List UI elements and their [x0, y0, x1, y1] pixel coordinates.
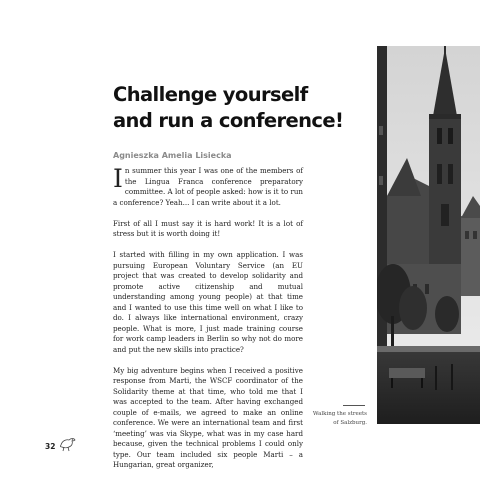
wscf-logo-icon [58, 436, 78, 452]
caption-divider [343, 405, 365, 406]
article-body [113, 166, 303, 481]
paragraph-1-text: n summer this year I was one of the members of the Lingua Franca conference preparatory committee. A lot of people asked: how is it to run a conference? Yeah... I can write about it a lot. [113, 166, 303, 207]
drop-cap: I [113, 164, 123, 193]
paragraph-3: I started with filling in my own application. I was pursuing European Voluntary Service (an EU project that was created to develop solidarity and promote active citizenship and mutual understanding among young people) at that time and I wanted to use this time well on what I like to do. I always like international environment, crazy people. What is more, I just made training course for work camp leaders in Berlin so why not do more and put the new skills into practice? [113, 250, 303, 354]
paragraph-1 [113, 166, 303, 208]
article-title [113, 82, 343, 134]
photo-caption [309, 410, 367, 427]
article-author: Agnieszka Amelia Lisiecka [113, 151, 232, 160]
paragraph-4: My big adventure begins when I received a positive response from Marti, the WSCF coordinator of the Solidarity theme at that time, who told me that I was accepted to the team. After having exchanged couple of e-mails, we agreed to make an online conference. We were an international team and first ‘meeting’ was via Skype, what was in my case hard because, given the technical problems I could only type. Our team included six people Marti – a Hungarian, great organizer, [113, 365, 303, 469]
church-tower-photo [377, 46, 480, 424]
paragraph-2: First of all I must say it is hard work! It is a lot of stress but it is worth doing it! [113, 218, 303, 238]
title-line-1: Challenge yourself [113, 83, 308, 106]
title-line-2: and run a conference! [113, 109, 344, 132]
caption-line-2: of Salzburg. [333, 419, 367, 426]
page-number: 32 [45, 442, 56, 451]
caption-line-1: Walking the streets [312, 411, 367, 417]
